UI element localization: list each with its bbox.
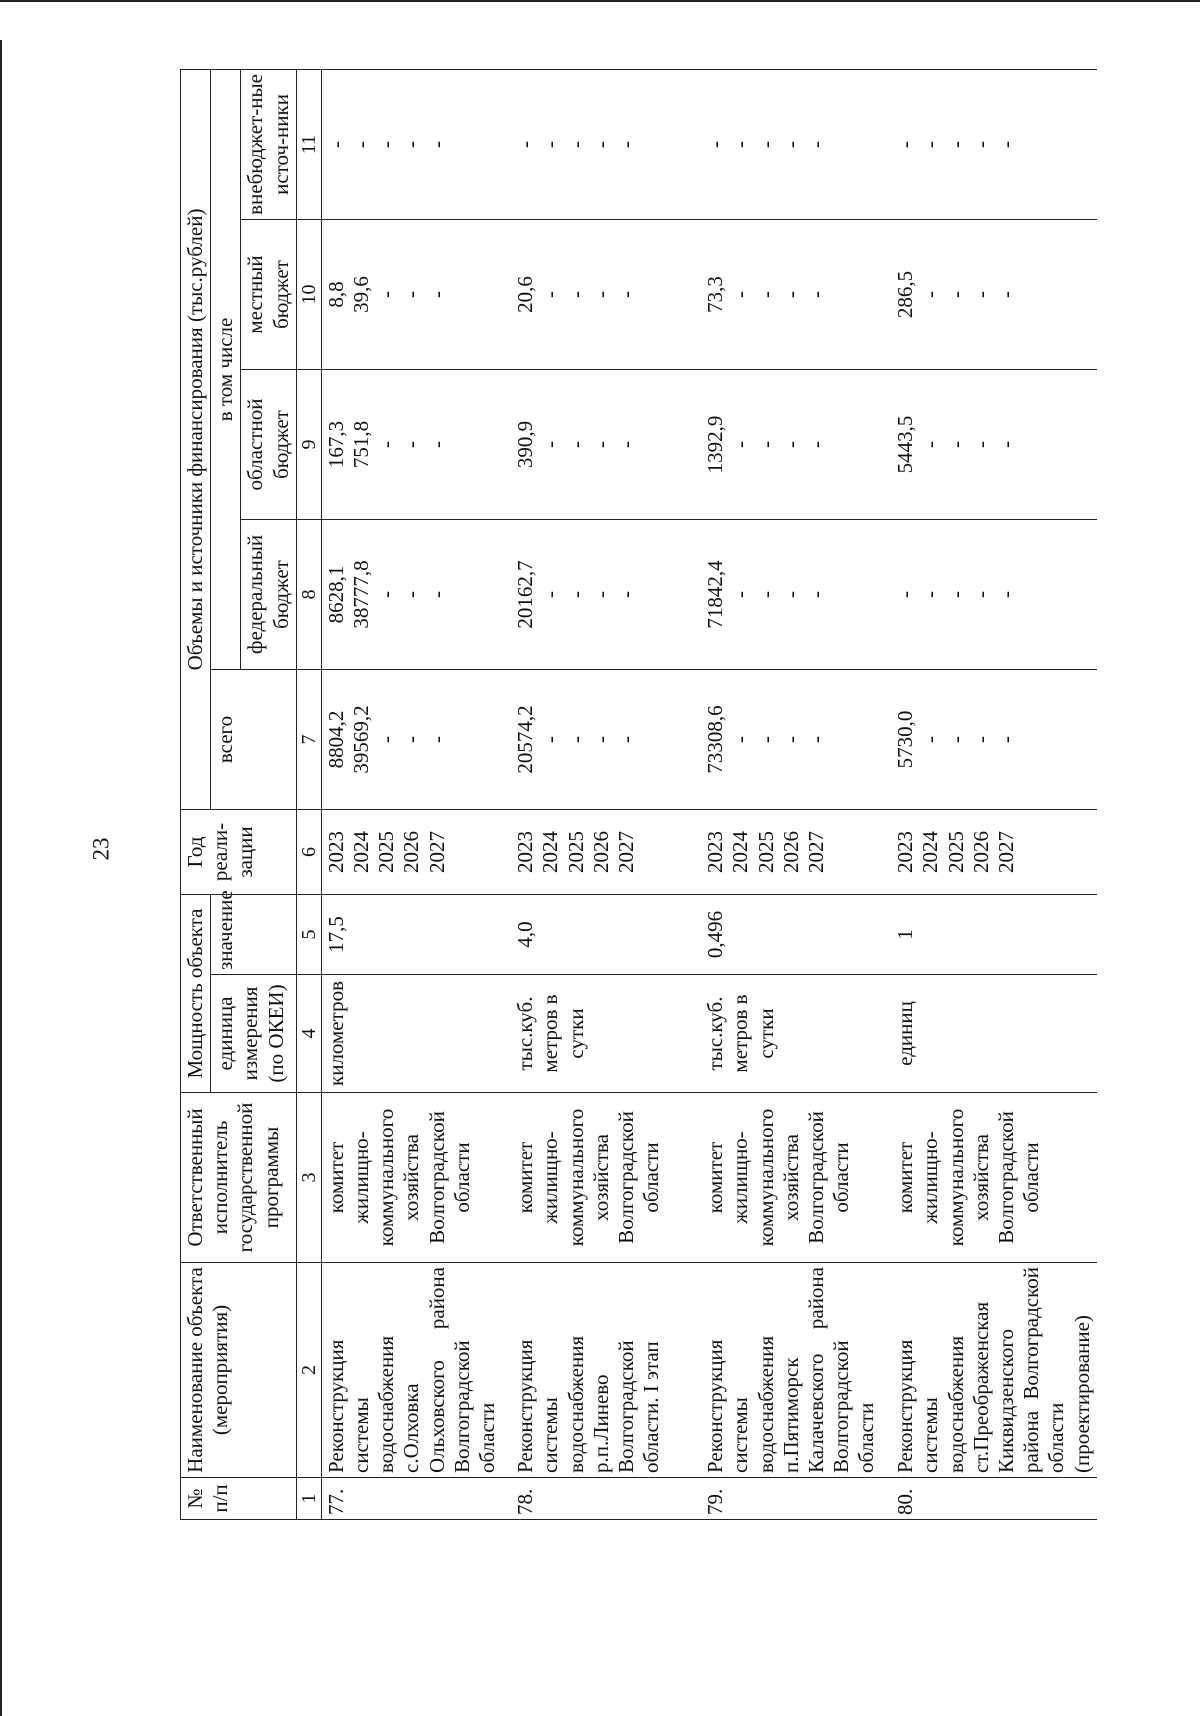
row-federal: 8628,1 38777,8 - - - [321,520,511,670]
row-local: 286,5 - - - - [891,220,1097,370]
row-unit: километров [321,975,511,1093]
row-executor: комитет жилищно-коммунального хозяйства Волгоградской области [321,1093,511,1263]
row-offbudget: - - - - - [321,69,511,219]
col-number: 3 [296,1093,321,1263]
row-regional: 167,3 751,8 - - - [321,370,511,520]
row-executor: комитет жилищно-коммунального хозяйства Волгоградской области [701,1093,891,1263]
page-left-border [0,40,2,1716]
header-federal: федеральный бюджет [241,520,296,670]
row-name: Реконструкция системы водоснабжения ст.Преображенская Киквидзенского района Волгоградской области (проектирование) [891,1263,1097,1478]
row-unit: тыс.куб. метров в сутки [511,975,701,1093]
col-number: 9 [296,370,321,520]
row-offbudget: - - - - - [511,69,701,219]
header-row-1 [181,69,211,1519]
col-number: 7 [296,670,321,810]
col-number: 10 [296,220,321,370]
row-value: 17,5 [321,895,511,975]
table-row [701,69,891,1519]
row-total: 20574,2 - - - - [511,670,701,810]
row-value: 0,496 [701,895,891,975]
table-row [891,69,1097,1519]
row-num: 77. [321,1478,511,1520]
col-number: 4 [296,975,321,1093]
col-number: 5 [296,895,321,975]
row-regional: 390,9 - - - - [511,370,701,520]
table-row [511,69,701,1519]
col-number: 2 [296,1263,321,1478]
column-numbers-row [296,69,321,1519]
page-number: 23 [88,837,114,861]
page-top-border [0,0,1200,2]
row-num: 80. [891,1478,1097,1520]
col-number: 1 [296,1478,321,1520]
row-years: 2023 2024 2025 2026 2027 [321,810,511,895]
row-executor: комитет жилищно-коммунального хозяйства Волгоградской области [891,1093,1097,1263]
header-value: значение [211,895,297,975]
row-offbudget: - - - - - [891,69,1097,219]
row-executor: комитет жилищно-коммунального хозяйства Волгоградской области [511,1093,701,1263]
financing-table [180,69,1097,1520]
header-executor: Ответственный исполнитель государственной программы [181,1093,297,1263]
row-years: 2023 2024 2025 2026 2027 [701,810,891,895]
header-power: Мощность объекта [181,895,211,1093]
row-offbudget: - - - - - [701,69,891,219]
row-local: 73,3 - - - - [701,220,891,370]
header-finance: Объемы и источники финансирования (тыс.рублей) [181,69,211,809]
row-years: 2023 2024 2025 2026 2027 [891,810,1097,895]
row-local: 8,8 39,6 - - - [321,220,511,370]
row-num: 78. [511,1478,701,1520]
row-total: 5730,0 - - - - [891,670,1097,810]
row-name: Реконструкция системы водоснабжения р.п.Линево Волгоградской области. I этап [511,1263,701,1478]
header-local: местный бюджет [241,220,296,370]
row-unit: тыс.куб. метров в сутки [701,975,891,1093]
header-regional: областной бюджет [241,370,296,520]
row-num: 79. [701,1478,891,1520]
row-value: 1 [891,895,1097,975]
rotated-table-container [180,70,1200,1520]
table-row [321,69,511,1519]
header-unit: единица измерения (по ОКЕИ) [211,975,297,1093]
header-name: Наименование объекта (мероприятия) [181,1263,297,1478]
row-value: 4,0 [511,895,701,975]
col-number: 8 [296,520,321,670]
row-years: 2023 2024 2025 2026 2027 [511,810,701,895]
row-regional: 5443,5 - - - - [891,370,1097,520]
row-federal: 20162,7 - - - - [511,520,701,670]
row-total: 8804,2 39569,2 - - - [321,670,511,810]
header-year: Год реали-зации [181,810,297,895]
header-total: всего [211,670,297,810]
header-including: в том числе [211,69,241,669]
header-num: № п/п [181,1478,297,1520]
header-offbudget: внебюджет-ные источ-ники [241,69,296,219]
row-total: 73308,6 - - - - [701,670,891,810]
row-name: Реконструкция системы водоснабжения с.Олховка Ольховского района Волгоградской области [321,1263,511,1478]
row-federal: - - - - - [891,520,1097,670]
row-regional: 1392,9 - - - - [701,370,891,520]
row-name: Реконструкция системы водоснабжения п.Пятиморск Калачевского района Волгоградской области [701,1263,891,1478]
col-number: 6 [296,810,321,895]
row-federal: 71842,4 - - - - [701,520,891,670]
col-number: 11 [296,69,321,219]
row-unit: единиц [891,975,1097,1093]
row-local: 20,6 - - - - [511,220,701,370]
